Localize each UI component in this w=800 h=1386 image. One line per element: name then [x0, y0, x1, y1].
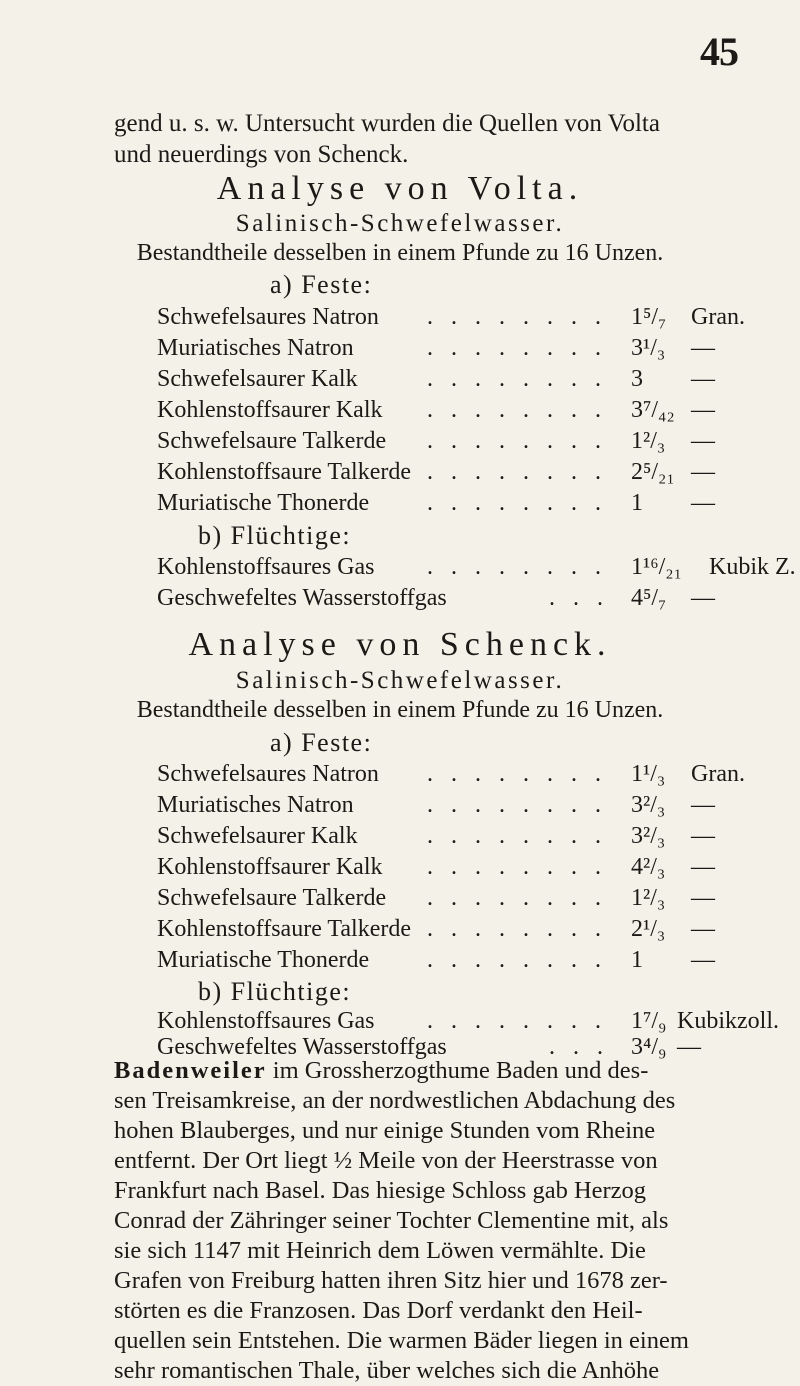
unit: Gran.: [691, 761, 745, 787]
table-row: Muriatische Thonerde . . . . . . . . 1 —: [157, 490, 715, 516]
table-row: Muriatisches Natron . . . . . . . . 3²/₃ —: [157, 792, 715, 818]
table-row: Muriatische Thonerde . . . . . . . . 1 —: [157, 947, 715, 973]
amount: 1¹/₃: [631, 761, 666, 787]
substance-name: Kohlenstoffsaures Gas: [157, 1008, 375, 1034]
amount: 1⁷/₉: [631, 1008, 667, 1034]
unit: —: [691, 885, 715, 911]
amount: 1²/₃: [631, 885, 666, 911]
substance-name: Schwefelsaurer Kalk: [157, 823, 358, 849]
paragraph-line: sen Treisamkreise, an der nordwestlichen Abdachung des: [114, 1087, 676, 1114]
amount: 3⁷/₄₂: [631, 397, 675, 423]
unit: —: [691, 585, 715, 611]
unit: Gran.: [691, 304, 745, 330]
paragraph-line: Conrad der Zähringer seiner Tochter Clementine mit, als: [114, 1207, 669, 1234]
amount: 3¹/₃: [631, 335, 666, 361]
table-row: Schwefelsaures Natron . . . . . . . . 1¹/₃ Gran.: [157, 761, 745, 787]
substance-name: Schwefelsaures Natron: [157, 761, 379, 787]
paragraph-line: [114, 1056, 714, 1086]
volatile-heading: b) Flüchtige:: [198, 521, 352, 550]
paragraph-line: sie sich 1147 mit Heinrich dem Löwen vermählte. Die: [114, 1237, 646, 1264]
substance-name: Schwefelsaure Talkerde: [157, 428, 387, 454]
table-row: Schwefelsaure Talkerde . . . . . . . . 1²/₃ —: [157, 885, 715, 911]
section-subtitle: Salinisch-Schwefelwasser.: [235, 210, 565, 237]
substance-name: Schwefelsaurer Kalk: [157, 366, 358, 392]
amount: 1²/₃: [631, 428, 666, 454]
intro-line: und neuerdings von Schenck.: [114, 141, 409, 168]
table-row: Kohlenstoffsaures Gas . . . . . . . . 1¹⁶/₂₁ Kubik Z.: [157, 554, 796, 580]
fixed-heading: a) Feste:: [270, 270, 373, 299]
table-row: Schwefelsaure Talkerde . . . . . . . . 1²/₃ —: [157, 428, 715, 454]
table-row: Schwefelsaurer Kalk . . . . . . . . 3²/₃ —: [157, 823, 715, 849]
amount: 3²/₃: [631, 792, 666, 818]
unit: —: [677, 1034, 701, 1060]
substance-name: Muriatisches Natron: [157, 335, 354, 361]
table-row: Schwefelsaurer Kalk . . . . . . . . 3 —: [157, 366, 715, 392]
unit: —: [691, 428, 715, 454]
amount: 2⁵/₂₁: [631, 459, 675, 485]
table-row: Geschwefeltes Wasserstoffgas . . . 3⁴/₉ —: [157, 1034, 701, 1060]
amount: 1⁵/₇: [631, 304, 667, 330]
fixed-heading: a) Feste:: [270, 728, 373, 757]
paragraph-line: quellen sein Entstehen. Die warmen Bäder liegen in einem: [114, 1327, 689, 1354]
place-name: Badenweiler: [114, 1057, 267, 1084]
volatile-heading: b) Flüchtige:: [198, 977, 352, 1006]
section-title: Analyse von Volta.: [216, 170, 584, 207]
substance-name: Kohlenstoffsaure Talkerde: [157, 916, 412, 942]
paragraph-line: hohen Blauberges, und nur einige Stunden vom Rheine: [114, 1117, 656, 1144]
table-row: Geschwefeltes Wasserstoffgas . . . 4⁵/₇ —: [157, 585, 715, 611]
unit: —: [691, 854, 715, 880]
unit: Kubikzoll.: [677, 1008, 779, 1034]
table-row: Schwefelsaures Natron . . . . . . . . 1⁵/₇ Gran.: [157, 304, 745, 330]
table-row: Kohlenstoffsaurer Kalk . . . . . . . . 3⁷/₄₂ —: [157, 397, 715, 423]
unit: —: [691, 792, 715, 818]
amount: 3²/₃: [631, 823, 666, 849]
substance-name: Muriatische Thonerde: [157, 947, 370, 973]
unit: Kubik Z.: [709, 554, 796, 580]
section-description: Bestandtheile desselben in einem Pfunde zu 16 Unzen.: [136, 240, 664, 266]
unit: —: [691, 397, 715, 423]
amount: 4⁵/₇: [631, 585, 667, 611]
unit: —: [691, 366, 715, 392]
unit: —: [691, 490, 715, 516]
amount: 1: [631, 947, 643, 973]
substance-name: Kohlenstoffsaurer Kalk: [157, 397, 383, 423]
substance-name: Muriatisches Natron: [157, 792, 354, 818]
substance-name: Kohlenstoffsaurer Kalk: [157, 854, 383, 880]
unit: —: [691, 459, 715, 485]
table-row: Muriatisches Natron . . . . . . . . 3¹/₃ —: [157, 335, 715, 361]
substance-name: Kohlenstoffsaure Talkerde: [157, 459, 412, 485]
unit: —: [691, 823, 715, 849]
amount: 2¹/₃: [631, 916, 666, 942]
substance-name: Schwefelsaures Natron: [157, 304, 379, 330]
table-row: Kohlenstoffsaure Talkerde . . . . . . . . 2¹/₃ —: [157, 916, 715, 942]
unit: —: [691, 947, 715, 973]
amount: 4²/₃: [631, 854, 666, 880]
table-row: Kohlenstoffsaurer Kalk . . . . . . . . 4²/₃ —: [157, 854, 715, 880]
paragraph-line: störten es die Franzosen. Das Dorf verdankt den Heil-: [114, 1297, 643, 1324]
amount: 3: [631, 366, 643, 392]
section-subtitle: Salinisch-Schwefelwasser.: [235, 667, 565, 694]
table-row: Kohlenstoffsaure Talkerde . . . . . . . . 2⁵/₂₁ —: [157, 459, 715, 485]
section-title: Analyse von Schenck.: [188, 626, 612, 663]
unit: —: [691, 335, 715, 361]
paragraph-line-text: im Grossherzogthume Baden und des-: [266, 1057, 649, 1084]
table-row: Kohlenstoffsaures Gas . . . . . . . . 1⁷/₉ Kubikzoll.: [157, 1008, 779, 1034]
page-number: 45: [700, 29, 738, 74]
substance-name: Kohlenstoffsaures Gas: [157, 554, 375, 580]
amount: 1: [631, 490, 643, 516]
substance-name: Geschwefeltes Wasserstoffgas: [157, 1034, 447, 1060]
unit: —: [691, 916, 715, 942]
paragraph-line: Grafen von Freiburg hatten ihren Sitz hier und 1678 zer-: [114, 1267, 668, 1294]
paragraph-line: entfernt. Der Ort liegt ½ Meile von der Heerstrasse von: [114, 1147, 658, 1174]
substance-name: Schwefelsaure Talkerde: [157, 885, 387, 911]
substance-name: Geschwefeltes Wasserstoffgas: [157, 585, 447, 611]
amount: 3⁴/₉: [631, 1034, 667, 1060]
body-paragraph: [114, 1056, 714, 1386]
paragraph-line: sehr romantischen Thale, über welches sich die Anhöhe: [114, 1357, 660, 1384]
intro-line: gend u. s. w. Untersucht wurden die Quellen von Volta: [114, 110, 660, 137]
amount: 1¹⁶/₂₁: [631, 554, 682, 580]
section-description: Bestandtheile desselben in einem Pfunde zu 16 Unzen.: [136, 697, 664, 723]
intro-paragraph: [114, 108, 660, 170]
substance-name: Muriatische Thonerde: [157, 490, 370, 516]
paragraph-line: Frankfurt nach Basel. Das hiesige Schloss gab Herzog: [114, 1177, 647, 1204]
